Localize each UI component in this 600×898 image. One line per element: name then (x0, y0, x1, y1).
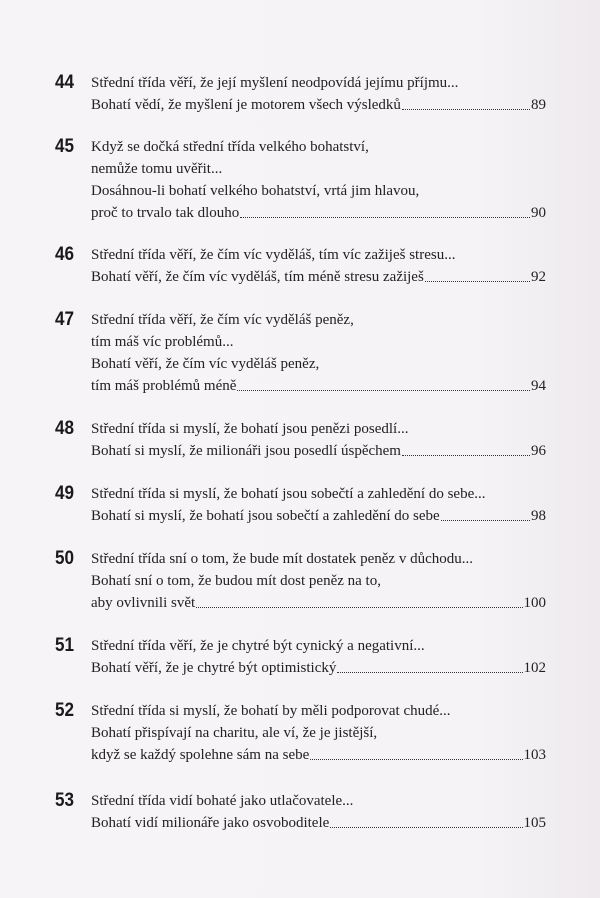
page-number: 92 (531, 269, 546, 285)
dot-leader (425, 266, 530, 288)
entry-last-line (91, 375, 546, 397)
entry-text (91, 483, 546, 527)
entry-number: 47 (55, 309, 75, 330)
entry-line: Bohatí vědí, že myšlení je motorem všech výsledků (91, 97, 401, 113)
entry-number: 52 (55, 700, 75, 721)
entry-text (91, 635, 546, 679)
entry-line: Když se dočká střední třída velkého bohatství, (91, 139, 369, 155)
entry-line: Dosáhnou-li bohatí velkého bohatství, vrtá jim hlavou, (91, 183, 420, 199)
page-number: 102 (523, 660, 546, 676)
dot-leader (310, 744, 522, 766)
page-number: 89 (531, 97, 546, 113)
entry-line: Bohatí věří, že je chytré být optimistický (91, 660, 337, 676)
entry-text (91, 136, 546, 224)
entry-line: Střední třída si myslí, že bohatí jsou penězi posedlí... (91, 421, 409, 437)
entry-text (91, 244, 546, 288)
dot-leader (196, 592, 522, 614)
entry-line: Střední třída sní o tom, že bude mít dostatek peněz v důchodu... (91, 551, 474, 567)
dot-leader (330, 812, 522, 834)
dot-leader (237, 375, 530, 397)
entry-last-line (91, 202, 546, 224)
entry-number: 45 (55, 136, 75, 157)
page-number: 105 (523, 815, 546, 831)
dot-leader (402, 440, 530, 462)
page-number: 94 (531, 378, 546, 394)
page-number: 90 (531, 205, 546, 221)
entry-line: Bohatí sní o tom, že budou mít dost peněz na to, (91, 573, 381, 589)
entry-text (91, 418, 546, 462)
page-number: 96 (531, 443, 546, 459)
entry-text (91, 790, 546, 834)
entry-line: Střední třída věří, že je chytré být cynický a negativní... (91, 638, 425, 654)
entry-line: nemůže tomu uvěřit... (91, 161, 223, 177)
entry-line: Střední třída věří, že její myšlení neodpovídá jejímu příjmu... (91, 75, 459, 91)
dot-leader (402, 94, 530, 116)
entry-text (91, 548, 546, 614)
entry-last-line (91, 592, 546, 614)
dot-leader (337, 657, 522, 679)
entry-line: Bohatí přispívají na charitu, ale ví, že je jistější, (91, 725, 378, 741)
entry-line: Bohatí věří, že čím víc vyděláš, tím méně stresu zažiješ (91, 269, 424, 285)
entry-line: Střední třída si myslí, že bohatí jsou sobečtí a zahledění do sebe... (91, 486, 486, 502)
entry-number: 48 (55, 418, 75, 439)
entry-last-line (91, 266, 546, 288)
entry-line: Bohatí vidí milionáře jako osvoboditele (91, 815, 330, 831)
entry-number: 51 (55, 635, 75, 656)
entry-line: proč to trvalo tak dlouho (91, 205, 240, 221)
entry-text (91, 700, 546, 766)
entry-number: 44 (55, 72, 75, 93)
entry-last-line (91, 744, 546, 766)
entry-number: 53 (55, 790, 75, 811)
entry-line: Bohatí si myslí, že milionáři jsou posedlí úspěchem (91, 443, 401, 459)
page-number: 103 (523, 747, 546, 763)
dot-leader (441, 505, 530, 527)
entry-last-line (91, 657, 546, 679)
entry-number: 50 (55, 548, 75, 569)
entry-line: Střední třída věří, že čím víc vyděláš peněz, (91, 312, 354, 328)
entry-number: 49 (55, 483, 75, 504)
entry-line: Střední třída vidí bohaté jako utlačovatele... (91, 793, 354, 809)
entry-line: Bohatí věří, že čím víc vyděláš peněz, (91, 356, 320, 372)
entry-line: tím máš problémů méně (91, 378, 237, 394)
page-number: 100 (523, 595, 546, 611)
entry-last-line (91, 812, 546, 834)
entry-last-line (91, 440, 546, 462)
entry-text (91, 309, 546, 397)
entry-line: tím máš víc problémů... (91, 334, 234, 350)
entry-line: Bohatí si myslí, že bohatí jsou sobečtí a zahledění do sebe (91, 508, 440, 524)
entry-number: 46 (55, 244, 75, 265)
entry-line: Střední třída věří, že čím víc vyděláš, tím víc zažiješ stresu... (91, 247, 456, 263)
page-number: 98 (531, 508, 546, 524)
dot-leader (240, 202, 530, 224)
entry-last-line (91, 505, 546, 527)
entry-line: Střední třída si myslí, že bohatí by měli podporovat chudé... (91, 703, 451, 719)
entry-last-line (91, 94, 546, 116)
entry-line: když se každý spolehne sám na sebe (91, 747, 310, 763)
entry-text (91, 72, 546, 116)
entry-line: aby ovlivnili svět (91, 595, 196, 611)
